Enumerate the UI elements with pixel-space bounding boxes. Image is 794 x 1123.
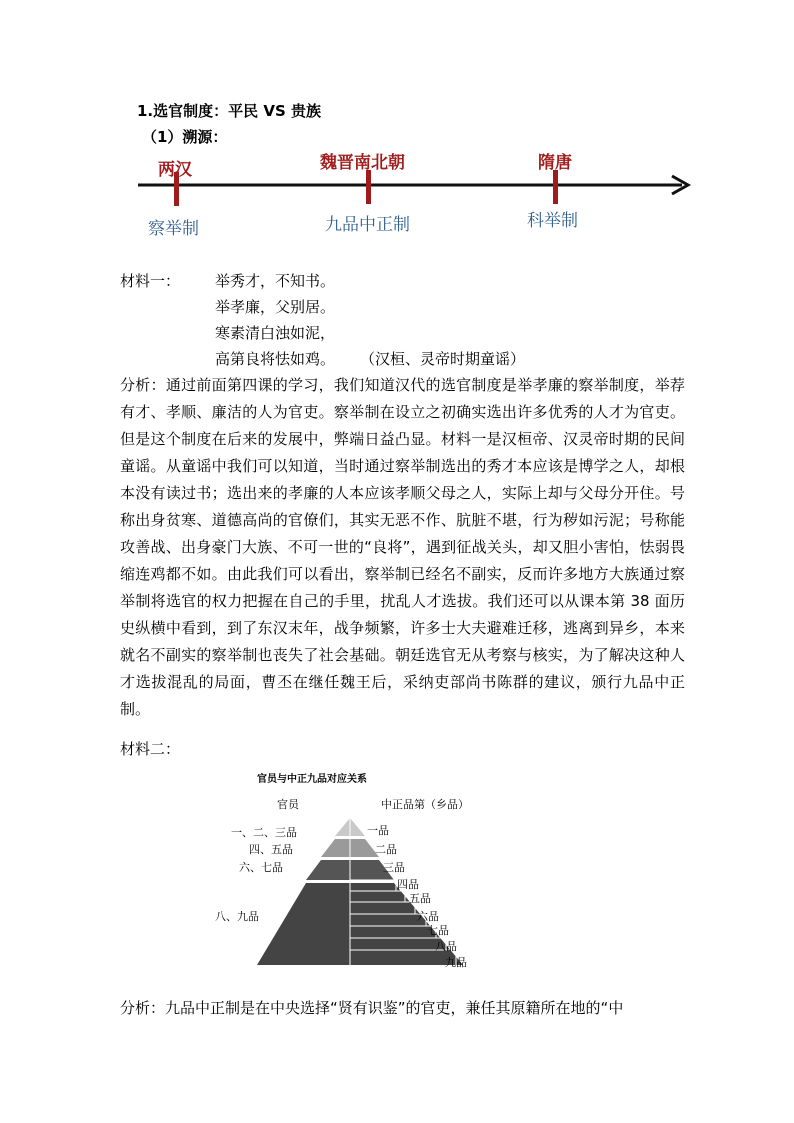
zhongzheng-rank-label: 六品 — [417, 910, 439, 923]
era-label: 魏晋南北朝 — [320, 153, 405, 173]
poem-source: （汉桓、灵帝时期童谣） — [360, 350, 526, 368]
zhongzheng-rank-label: 一品 — [367, 824, 389, 837]
system-label: 察举制 — [148, 219, 199, 239]
zhongzheng-rank-label: 九品 — [445, 956, 467, 969]
system-label: 科举制 — [527, 211, 578, 231]
system-label: 九品中正制 — [325, 215, 410, 235]
official-rank-label: 六、七品 — [239, 861, 283, 874]
zhongzheng-rank-label: 八品 — [435, 940, 457, 953]
figure-title: 官员与中正九品对应关系 — [257, 774, 367, 785]
subsection-heading: （1）溯源： — [142, 128, 228, 146]
analysis-paragraph: 分析：九品中正制是在中央选择“贤有识鉴”的官吏，兼任其原籍所在地的“中 — [120, 999, 624, 1017]
timeline-tick-3 — [553, 170, 558, 204]
material-label: 材料二： — [120, 740, 181, 758]
official-rank-label: 一、二、三品 — [231, 826, 297, 839]
zhongzheng-rank-label: 二品 — [375, 843, 397, 856]
column-header-left: 官员 — [277, 798, 299, 811]
official-rank-label: 八、九品 — [215, 910, 259, 923]
analysis-paragraph: 分析：通过前面第四课的学习，我们知道汉代的选官制度是举孝廉的察举制度，举荐有才、孝顺、廉洁的人为官吏。察举制在设立之初确实选出许多优秀的人才为官吏。但是这个制度在后来的发展中，弊端日益凸显。材料一是汉桓帝、汉灵帝时期的民间童谣。从童谣中我们可以知道，当时通过察举制选出的秀才本应该是博学之人，却根本没有读过书；选出来的孝廉的人本应该孝顺父母之人，实际上却与父母分开住。号称出身贫寒、道德高尚的官僚们，其实无恶不作、肮脏不堪，行为秽如污泥；号称能攻善战、出身豪门大族、不可一世的“良将”，遇到征战关头，却又胆小害怕，怯弱畏缩连鸡都不如。由此我们可以看出，察举制已经名不副实，反而许多地方大族通过察举制将选官的权力把握在自己的手里，扰乱人才选拔。我们还可以从课本第 38 面历史纵横中看到，到了东汉末年，战争频繁，许多士大夫避难迁移，逃离到异乡，本来就名不副实的察举制也丧失了社会基础。朝廷选官无从考察与核实，为了解决这种人才选拔混乱的局面，曹丕在继任魏王后，采纳吏部尚书陈群的建议，颁行九品中正制。 — [120, 376, 685, 718]
zhongzheng-rank-label: 三品 — [383, 861, 405, 874]
official-rank-label: 四、五品 — [249, 843, 293, 856]
zhongzheng-rank-label: 四品 — [397, 878, 419, 891]
poem-line: 高第良将怯如鸡。 — [215, 350, 336, 368]
poem-line: 寒素清白浊如泥， — [215, 324, 336, 342]
material-label: 材料一： — [120, 272, 181, 290]
zhongzheng-rank-label: 五品 — [409, 892, 431, 905]
section-heading: 1.选官制度：平民 VS 贵族 — [137, 102, 321, 120]
column-header-right: 中正品第（乡品） — [381, 798, 469, 811]
pyramid-figure — [205, 768, 495, 973]
era-label: 隋唐 — [538, 153, 572, 173]
poem-line: 举孝廉，父别居。 — [215, 298, 336, 316]
era-label: 两汉 — [158, 160, 192, 180]
timeline-tick-2 — [366, 170, 371, 204]
zhongzheng-rank-label: 七品 — [427, 924, 449, 937]
poem-line: 举秀才，不知书。 — [215, 272, 336, 290]
